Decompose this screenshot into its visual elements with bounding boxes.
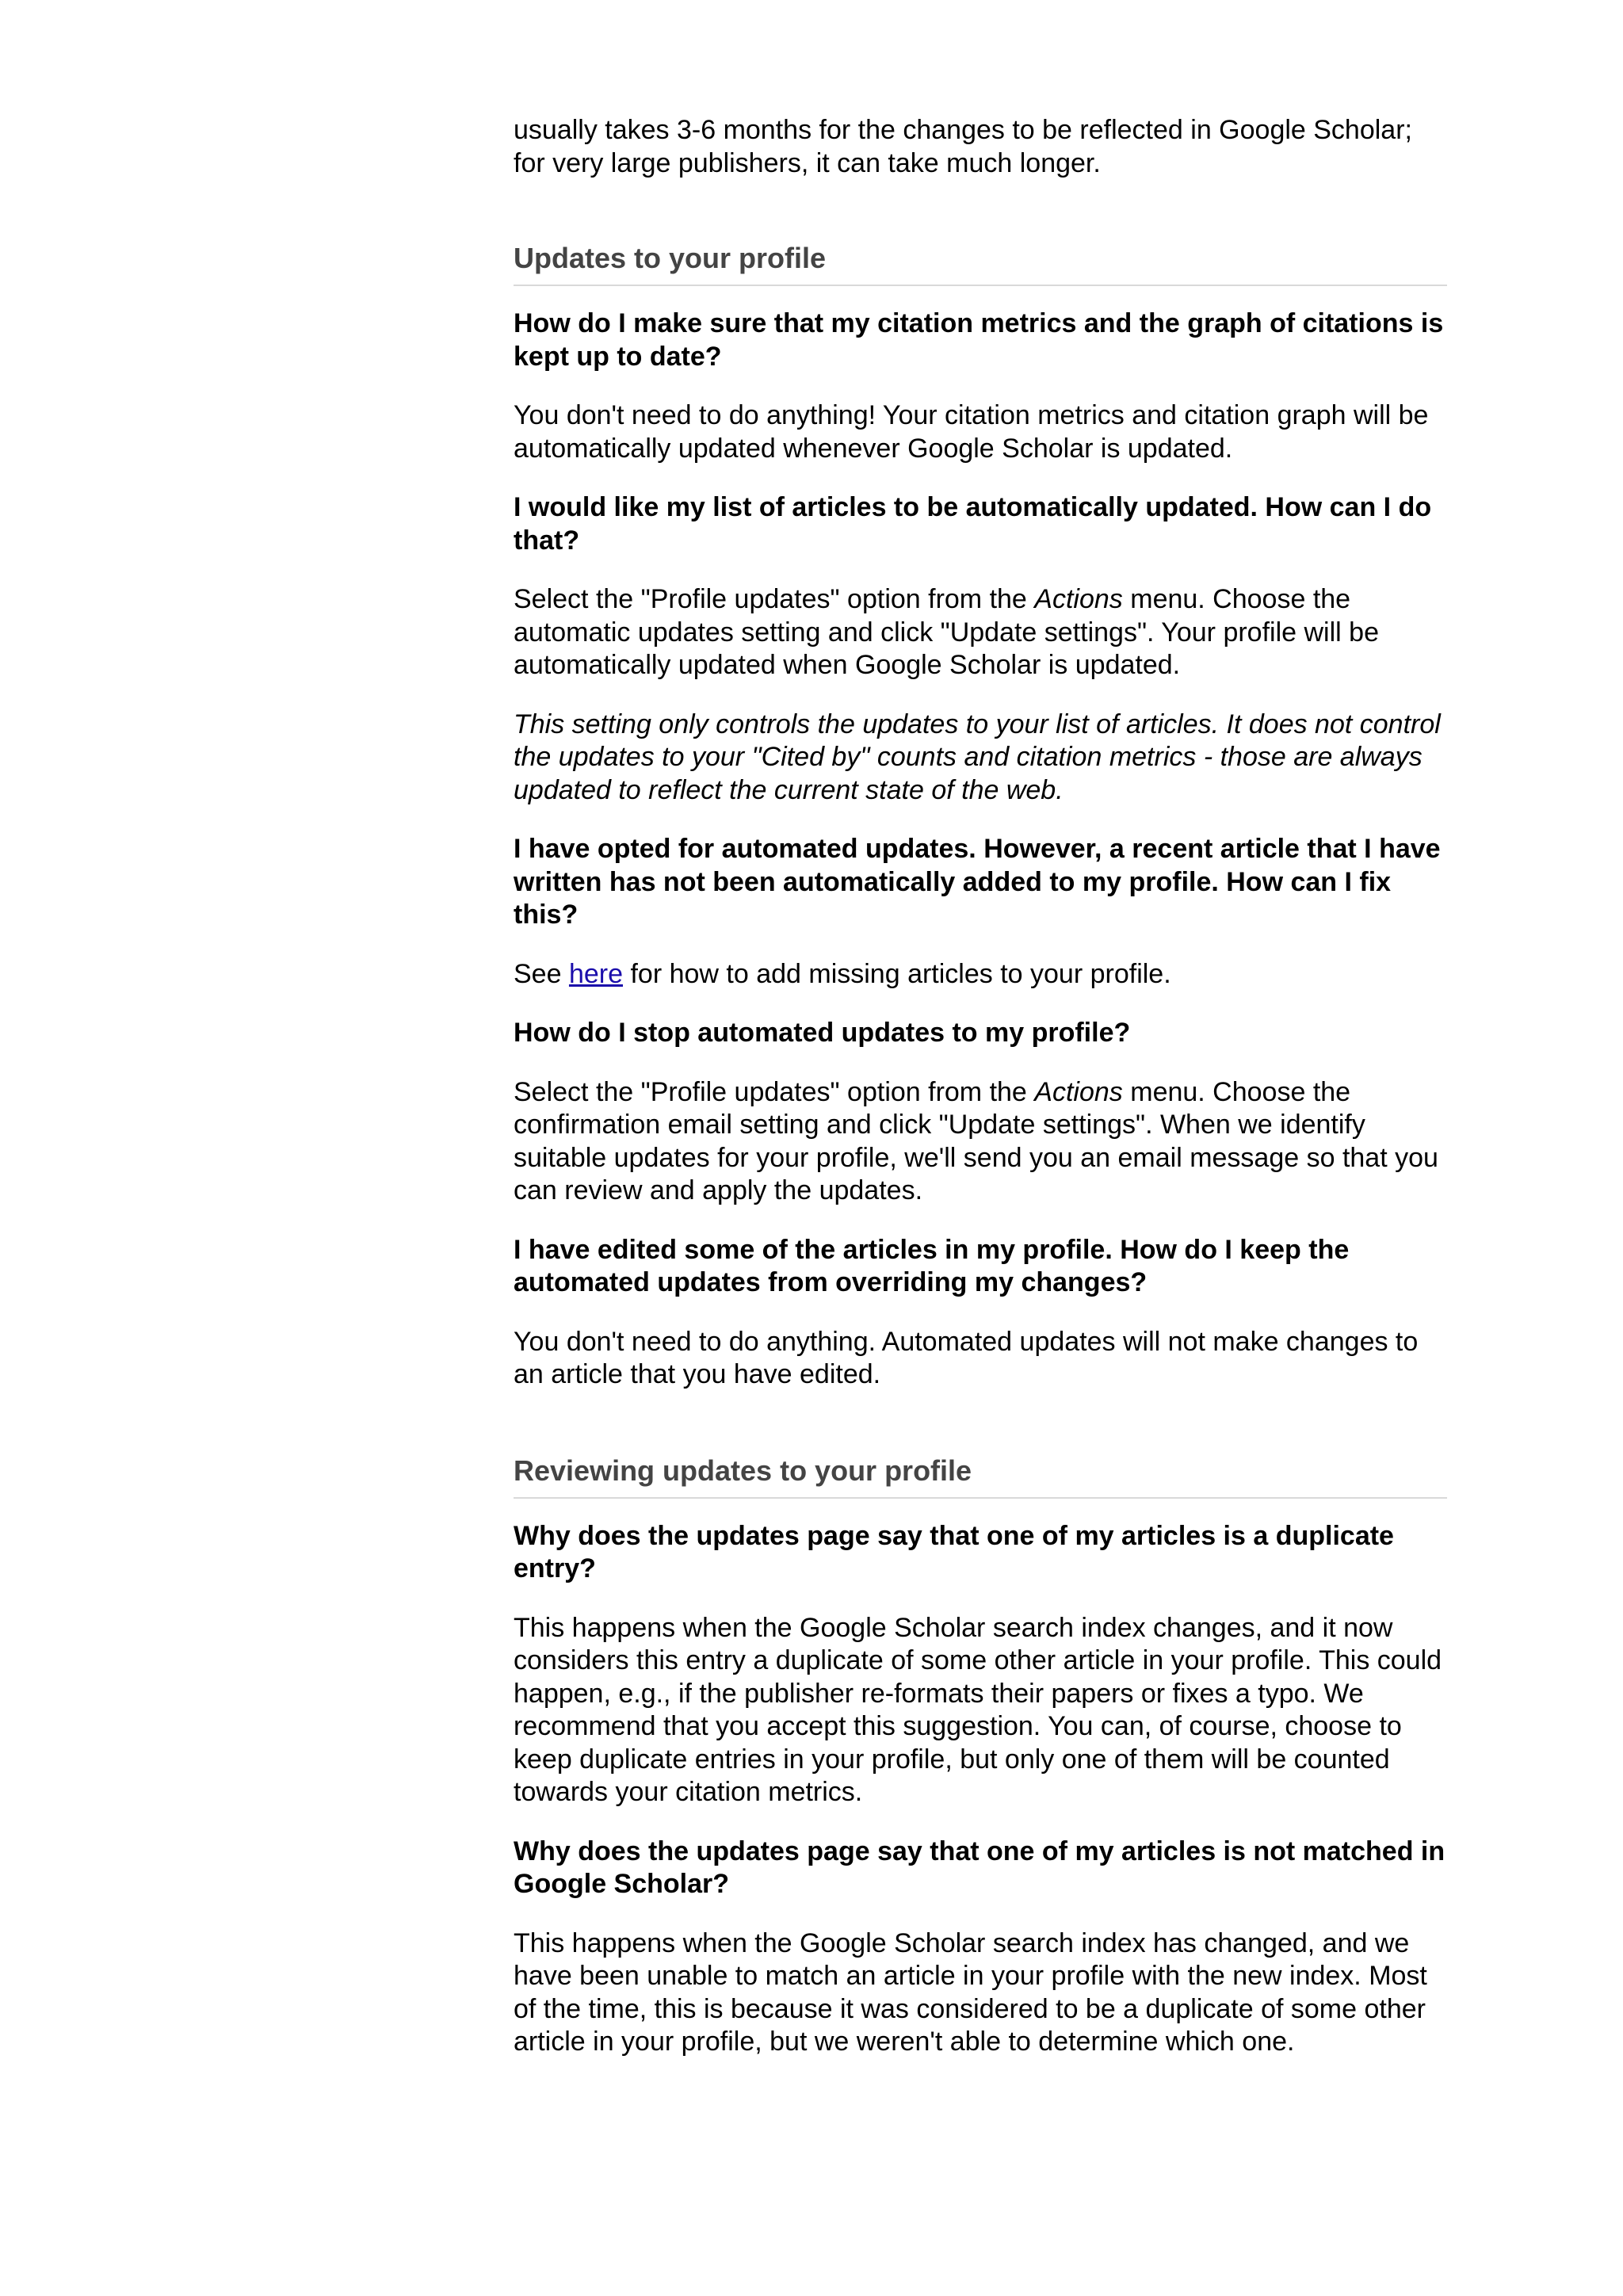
faq-answer: You don't need to do anything! Your citation metrics and citation graph will be automatically updated whenever Google Scholar is updated.	[514, 400, 1429, 464]
lead-paragraph: usually takes 3-6 months for the changes to be reflected in Google Scholar; for very large publishers, it can take much longer.	[514, 115, 1412, 178]
answer-text: menu. Choose the confirmation email setting and click "Update settings". When we identify suitable updates for your profile, we'll send you an email message so that you can review and apply the updates.	[514, 1076, 1438, 1205]
faq-answer	[514, 958, 1447, 991]
faq-question: How do I stop automated updates to my profile?	[514, 1018, 1131, 1048]
section-title: Updates to your profile	[514, 241, 1447, 286]
faq-question: I have opted for automated updates. However, a recent article that I have written has not been automatically added to my profile. How can I fix this?	[514, 834, 1441, 930]
answer-text: menu. Choose the automatic updates setting and click "Update settings". Your profile will be automatically updated when Google Scholar is updated.	[514, 584, 1379, 680]
answer-text: for how to add missing articles to your profile.	[623, 958, 1171, 989]
faq-note: This setting only controls the updates to your list of articles. It does not control the updates to your "Cited by" counts and citation metrics - those are always updated to reflect the current state of the web.	[514, 709, 1441, 805]
faq-question: Why does the updates page say that one of my articles is not matched in Google Scholar?	[514, 1836, 1445, 1899]
here-link[interactable]: here	[568, 958, 624, 989]
section-updates-to-profile	[514, 241, 1447, 1392]
faq-answer	[514, 583, 1447, 682]
section-title: Reviewing updates to your profile	[514, 1454, 1447, 1499]
faq-question: I have edited some of the articles in my profile. How do I keep the automated updates from overriding my changes?	[514, 1234, 1350, 1297]
help-document	[514, 114, 1447, 2085]
answer-text: Select the "Profile updates" option from the	[514, 1076, 1035, 1107]
faq-question: Why does the updates page say that one of my articles is a duplicate entry?	[514, 1520, 1394, 1584]
answer-text: See	[514, 958, 569, 989]
actions-menu-name: Actions	[1034, 584, 1123, 614]
faq-answer: This happens when the Google Scholar search index has changed, and we have been unable to match an article in your profile with the new index. Most of the time, this is because it was considered to be a duplicate of some other article in your profile, but we weren't able to determine which one.	[514, 1927, 1427, 2057]
section-reviewing-updates	[514, 1454, 1447, 2059]
actions-menu-name: Actions	[1034, 1076, 1123, 1107]
faq-question: How do I make sure that my citation metrics and the graph of citations is kept up to date?	[514, 308, 1444, 372]
answer-text: Select the "Profile updates" option from the	[514, 584, 1035, 614]
faq-answer	[514, 1076, 1447, 1208]
faq-question: I would like my list of articles to be automatically updated. How can I do that?	[514, 492, 1432, 556]
faq-answer: This happens when the Google Scholar search index changes, and it now considers this entry a duplicate of some other article in your profile. This could happen, e.g., if the publisher re-formats their papers or fixes a typo. We recommend that you accept this suggestion. You can, of course, choose to keep duplicate entries in your profile, but only one of them will be counted towards your citation metrics.	[514, 1612, 1442, 1807]
faq-answer: You don't need to do anything. Automated updates will not make changes to an article that you have edited.	[514, 1326, 1419, 1389]
